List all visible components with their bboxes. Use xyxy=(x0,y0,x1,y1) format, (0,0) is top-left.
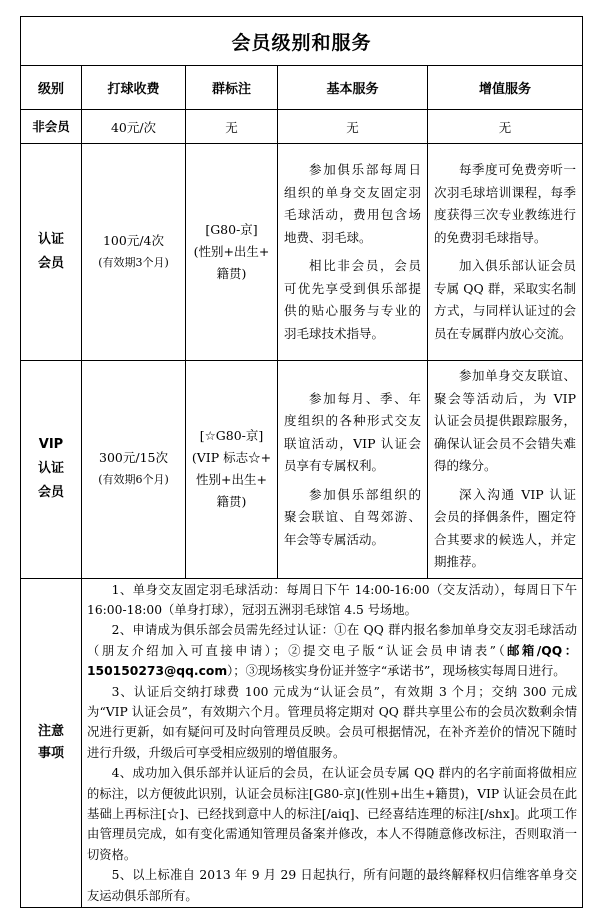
row-notes xyxy=(21,578,583,908)
mark-certified-line3: 籍贯) xyxy=(216,266,247,281)
notes-content xyxy=(82,578,583,908)
level-vip-line3: 会员 xyxy=(37,485,64,501)
level-vip-line1: VIP xyxy=(38,437,64,453)
row-certified-member xyxy=(21,144,583,361)
note-item-4: 4、成功加入俱乐部并认证后的会员，在认证会员专属 QQ 群内的名字前面将做相应的标注，以方便彼此识别，认证会员标注[G80-京](性别+出生+籍贯)，VIP 认证会员在此基础上再标注[☆]、已经找到意中人的标注[/aiq]、已经喜结连理的标注[/shx]。此项工作由管理员完成，如有变化需通知管理员备案并修改，本人不得随意修改标注，否则取消一切资格。 xyxy=(87,766,577,862)
value-added-certified xyxy=(428,144,583,361)
header-fee: 打球收费 xyxy=(82,66,186,110)
membership-table xyxy=(20,16,583,908)
header-basic-service: 基本服务 xyxy=(278,66,428,110)
level-vip xyxy=(21,361,82,579)
level-certified xyxy=(21,144,82,361)
note-item-2-text-a: 2、申请成为俱乐部会员需先经过认证：①在 QQ 群内报名参加单身交友羽毛球活动（朋友介绍加入可直接申请）；②提交电子版“认证会员申请表”（ xyxy=(87,623,577,658)
header-level: 级别 xyxy=(21,66,82,110)
mark-vip-line2: (VIP 标志☆+ xyxy=(191,450,272,466)
value-certified-p2: 加入俱乐部认证会员专属 QQ 群，采取实名制方式，与同样认证过的会员在专属群内放心交流。 xyxy=(434,258,576,341)
value-added-non-member: 无 xyxy=(428,110,583,144)
notes-label-line2: 事项 xyxy=(37,745,64,761)
fee-certified xyxy=(82,144,186,361)
row-non-member xyxy=(21,110,583,144)
note-item-2 xyxy=(87,620,577,681)
level-certified-line2: 会员 xyxy=(37,256,64,271)
fee-certified-validity: (有效期3个月) xyxy=(98,256,169,269)
basic-certified-p1: 参加俱乐部每周日组织的单身交友固定羽毛球活动，费用包含场地费、羽毛球。 xyxy=(284,162,421,245)
header-value-added-service: 增值服务 xyxy=(428,66,583,110)
fee-vip-validity: (有效期6个月) xyxy=(98,473,169,487)
row-vip-member xyxy=(21,361,583,579)
mark-certified xyxy=(186,144,278,361)
mark-vip-line4: 籍贯) xyxy=(216,494,247,510)
value-certified-p1: 每季度可免费旁听一次羽毛球培训课程，每季度获得三次专业教练进行的免费羽毛球指导。 xyxy=(434,162,576,245)
basic-certified xyxy=(278,144,428,361)
mark-vip-line3: 性别+出生+ xyxy=(196,472,267,488)
fee-non-member: 40元/次 xyxy=(82,110,186,144)
level-non-member: 非会员 xyxy=(21,110,82,144)
mark-certified-line2: (性别+出生+ xyxy=(193,244,270,259)
value-vip-p1: 参加单身交友联谊、聚会等活动后，为 VIP 认证会员提供跟踪服务，确保认证会员不会错失难得的缘分。 xyxy=(434,368,576,473)
header-group-mark: 群标注 xyxy=(186,66,278,110)
value-added-vip xyxy=(428,361,583,579)
mark-certified-line1: [G80-京] xyxy=(205,222,258,237)
mark-vip xyxy=(186,361,278,579)
note-item-3: 3、认证后交纳打球费 100 元成为“认证会员”，有效期 3 个月；交纳 300 元成为“VIP 认证会员”，有效期六个月。管理员将定期对 QQ 群共享里公布的会员次数剩余情况进行更新，如有疑问可及时向管理员反映。会员可根据情况，在补齐差价的情况下随时进行升级，升级后可享受相应级别的增值服务。 xyxy=(87,684,577,760)
level-certified-line1: 认证 xyxy=(37,232,64,247)
note-item-2-text-b: ）；③现场核实身份证并签字“承诺书”，现场核实每周日进行。 xyxy=(227,664,566,679)
note-item-5: 5、以上标准自 2013 年 9 月 29 日起执行，所有问题的最终解释权归信维客单身交友运动俱乐部所有。 xyxy=(87,868,577,903)
notes-label xyxy=(21,578,82,908)
notes-label-line1: 注意 xyxy=(37,723,64,739)
basic-vip xyxy=(278,361,428,579)
mark-vip-line1: [☆G80-京] xyxy=(199,428,264,444)
basic-non-member: 无 xyxy=(278,110,428,144)
basic-vip-p1: 参加每月、季、年度组织的各种形式交友联谊活动，VIP 认证会员享有专属权利。 xyxy=(284,390,421,473)
note-item-2-contact: 邮箱/QQ：150150273@qq.com xyxy=(87,643,578,679)
membership-document xyxy=(20,16,582,908)
fee-vip-amount: 300元/15次 xyxy=(99,450,168,466)
level-vip-line2: 认证 xyxy=(37,461,64,477)
header-row xyxy=(21,66,583,110)
document-title: 会员级别和服务 xyxy=(21,17,583,66)
basic-vip-p2: 参加俱乐部组织的聚会联谊、自驾郊游、年会等专属活动。 xyxy=(284,486,421,547)
note-item-1: 1、单身交友固定羽毛球活动：每周日下午 14:00-16:00（交友活动），每周日下午 16:00-18:00（单身打球），冠羽五洲羽毛球馆 4.5 号场地。 xyxy=(87,582,577,617)
mark-non-member: 无 xyxy=(186,110,278,144)
value-vip-p2: 深入沟通 VIP 认证会员的择偶条件，圈定符合其要求的候选人，并定期推荐。 xyxy=(434,486,576,569)
fee-vip xyxy=(82,361,186,579)
basic-certified-p2: 相比非会员，会员可优先享受到俱乐部提供的贴心服务与专业的羽毛球技术指导。 xyxy=(284,258,421,341)
fee-certified-amount: 100元/4次 xyxy=(102,233,165,248)
